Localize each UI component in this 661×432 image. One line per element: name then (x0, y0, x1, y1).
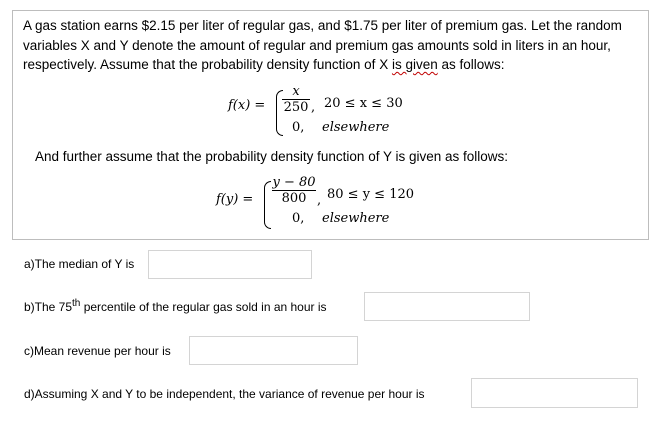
pdf-x-elsewhere: elsewhere (322, 120, 390, 135)
question-b-label (24, 300, 327, 314)
problem-mid-text: And further assume that the probability density function of Y is given as follows: (35, 149, 509, 164)
pdf-x-zero: 0, (292, 120, 305, 135)
pdf-y-comma: , (317, 193, 322, 208)
question-d-label: d)Assuming X and Y to be independent, the variance of revenue per hour is (24, 387, 425, 401)
pdf-y-fraction (272, 175, 316, 206)
pdf-y-denominator: 800 (281, 191, 307, 206)
question-b-prefix: b)The 75 (24, 300, 73, 314)
pdf-x-fraction (282, 84, 310, 115)
pdf-x-numerator: x (292, 84, 300, 99)
pdf-y-elsewhere: elsewhere (322, 211, 390, 226)
pdf-y-brace (264, 181, 271, 229)
spellcheck-underlined-text: is given (391, 57, 438, 72)
question-a-label: a)The median of Y is (24, 257, 135, 271)
question-b-suffix: percentile of the regular gas sold in an hour is (80, 300, 327, 314)
pdf-y-lhs: f(y) = (216, 192, 254, 207)
pdf-y-numerator: y − 80 (272, 175, 316, 190)
question-b-superscript: th (72, 298, 81, 309)
pdf-x-lhs: f(x) = (228, 98, 266, 113)
intro-text-end: as follows: (437, 57, 505, 72)
pdf-x-denominator: 250 (283, 100, 309, 115)
answer-c-input[interactable] (189, 336, 358, 365)
question-c-label: c)Mean revenue per hour is (24, 344, 171, 358)
pdf-x-range: 20 ≤ x ≤ 30 (324, 96, 403, 111)
intro-text-start: A gas station earns $2.15 per liter of regular gas, and $1.75 per liter of premium gas. Let the random variables X and Y denote the amount of regular and premium gas amounts sold in liters in an hour, respectively. Assume that the probability density function of X (23, 18, 622, 72)
answer-d-input[interactable] (471, 378, 638, 408)
pdf-y-range: 80 ≤ y ≤ 120 (327, 187, 415, 202)
answer-a-input[interactable] (148, 250, 312, 279)
answer-b-input[interactable] (364, 292, 530, 321)
pdf-x-comma: , (311, 100, 316, 115)
pdf-y-zero: 0, (292, 211, 305, 226)
problem-intro (23, 16, 633, 75)
